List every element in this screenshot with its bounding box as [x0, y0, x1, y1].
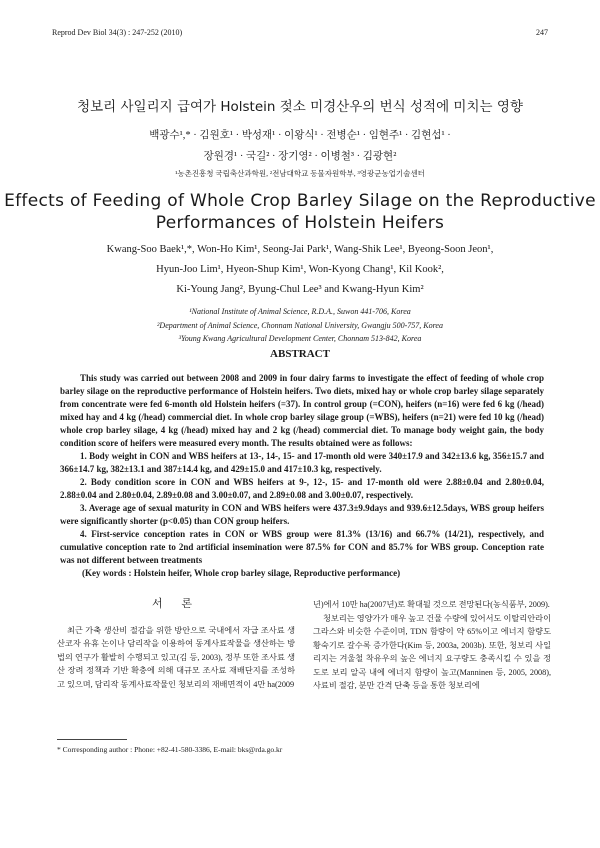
running-head [52, 28, 548, 37]
korean-authors-line-1: 백광수¹,* · 김원호¹ · 박성재¹ · 이왕식¹ · 전병순¹ · 임현주¹ · 김현섭¹ · [149, 130, 451, 141]
intro-left-column [57, 598, 295, 691]
section-heading-introduction: 서 론 [151, 598, 200, 610]
abstract-heading: ABSTRACT [270, 348, 330, 360]
english-title-line-1: Effects of Feeding of Whole Crop Barley Silage on the Reproductive [4, 191, 596, 211]
intro-paragraph-1-continued: 년)에서 10만 ha(2007년)로 확대될 것으로 전망된다(농식품부, 2009). [313, 600, 550, 609]
intro-right-column [313, 598, 551, 693]
affiliation-1: ¹National Institute of Animal Science, R.D.A., Suwon 441-706, Korea [189, 307, 411, 316]
english-authors [60, 240, 540, 300]
page-number: 247 [536, 28, 548, 37]
abstract-result-4: 4. First-service conception rates in CON or WBS group were 81.3% (13/16) and 66.7% (14/21), respectively, and cumulative conception rate to 2nd artificial insemination were 87.5% for CON and 85.7% for WBS group. Conception rate was not different between treatments [60, 529, 544, 565]
abstract-result-1: 1. Body weight in CON and WBS heifers at 13-, 14-, 15- and 17-month old were 340±17.9 and 342±13.6 kg, 356±15.7 and 366±14.7 kg, 382±13.1 and 387±14.4 kg, and 429±15.0 and 417±10.3 kg, respectively. [60, 451, 544, 474]
affiliation-2: ²Department of Animal Science, Chonnam National University, Gwangju 500-757, Korea [157, 320, 443, 330]
affiliation-3: ³Young Kwang Agricultural Development Center, Chonnam 513-842, Korea [178, 334, 422, 343]
corresponding-author-footnote: * Corresponding author : Phone: +82-41-580-3386, E-mail: bks@rda.go.kr [57, 745, 283, 754]
abstract-body [60, 372, 544, 580]
english-authors-line-3: Ki-Young Jang², Byung-Chul Lee³ and Kwang-Hyun Kim² [176, 284, 424, 295]
journal-citation: Reprod Dev Biol 34(3) : 247-252 (2010) [52, 28, 183, 37]
intro-paragraph-2: 청보리는 영양가가 매우 높고 건물 수량에 있어서도 이탈리안라이그라스와 비슷한 수준이며, TDN 함량이 약 65%이고 에너지 함량도 황숙기로 갈수록 증가한다(Kim 등, 2003a, 2003b). 또한, 청보리 사일리지는 겨울철 착유우의 높은 에너지 요구량도 충족시킬 수 있을 정도로 보리 알곡 내에 에너지 함량이 높고(Manninen 등, 2005, 2008), 사료비 절감, 분만 간격 단축 등을 통한 청보리에 [313, 613, 551, 690]
korean-authors [0, 125, 600, 167]
keywords: (Key words : Holstein heifer, Whole crop barley silage, Reproductive performance) [82, 568, 401, 578]
english-authors-line-2: Hyun-Joo Lim¹, Hyeon-Shup Kim¹, Won-Kyong Chang¹, Kil Kook², [156, 264, 444, 275]
intro-paragraph-1: 최근 가축 생산비 절감을 위한 방안으로 국내에서 자급 조사료 생산코자 유휴 논이나 담리작을 이용하여 동계사료작물을 생산하는 방법의 연구가 활발히 수행되고 있고(김 등, 2003), 정부 또한 조사료 생산 장려 정책과 기반 확충에 의해 대규모 조사료 재배단지를 조성하고 있으며, 담리작 동계사료작물인 청보리의 재배면적이 4만 ha(2009 [57, 625, 295, 689]
english-title [0, 190, 600, 234]
footnote-divider [57, 739, 127, 740]
korean-authors-line-2: 장원경¹ · 국길² · 장기영² · 이병철³ · 김광현² [203, 151, 397, 162]
korean-title: 청보리 사일리지 급여가 Holstein 젖소 미경산우의 번식 성적에 미치는 영향 [77, 99, 523, 115]
english-authors-line-1: Kwang-Soo Baek¹,*, Won-Ho Kim¹, Seong-Jai Park¹, Wang-Shik Lee¹, Byeong-Soon Jeon¹, [106, 244, 494, 255]
english-affiliations [60, 305, 540, 346]
korean-affiliations: ¹농촌진흥청 국립축산과학원, ²전남대학교 동물자원학부, ³영광군농업기술센터 [175, 169, 425, 178]
english-title-line-2: Performances of Holstein Heifers [155, 213, 445, 233]
abstract-result-2: 2. Body condition score in CON and WBS heifers at 9-, 12-, 15- and 17-month old were 2.88±0.04 and 2.80±0.04, 2.88±0.04 and 2.80±0.04, 2.89±0.08 and 3.00±0.07, and 2.89±0.08 and 3.00±0.07, respectively. [60, 477, 544, 500]
abstract-result-3: 3. Average age of sexual maturity in CON and WBS heifers were 437.3±9.9days and 939.6±12.5days, WBS group heifers were significantly shorter (p<0.05) than CON group heifers. [60, 503, 544, 526]
abstract-paragraph: This study was carried out between 2008 and 2009 in four dairy farms to investigate the effect of feeding of whole crop barley silage on the reproductive performance of Holstein heifers. Two diets, mixed hay or whole crop barley silage separately from concentrate were fed 6-month old Holstein heifers (=37). In control group (=CON), heifers (n=16) were fed 6 kg (/head) mixed hay and 4 kg (/head) commercial diet. In whole crop barley silage group (=WBS), heifers (n=21) were fed 10 kg (/head) whole crop barley silage, 4 kg (/head) mixed hay and 2 kg (/head) commercial diet. To manage body weight gain, the body condition score of heifers were measured every month. The results obtained were as follows: [60, 373, 544, 448]
